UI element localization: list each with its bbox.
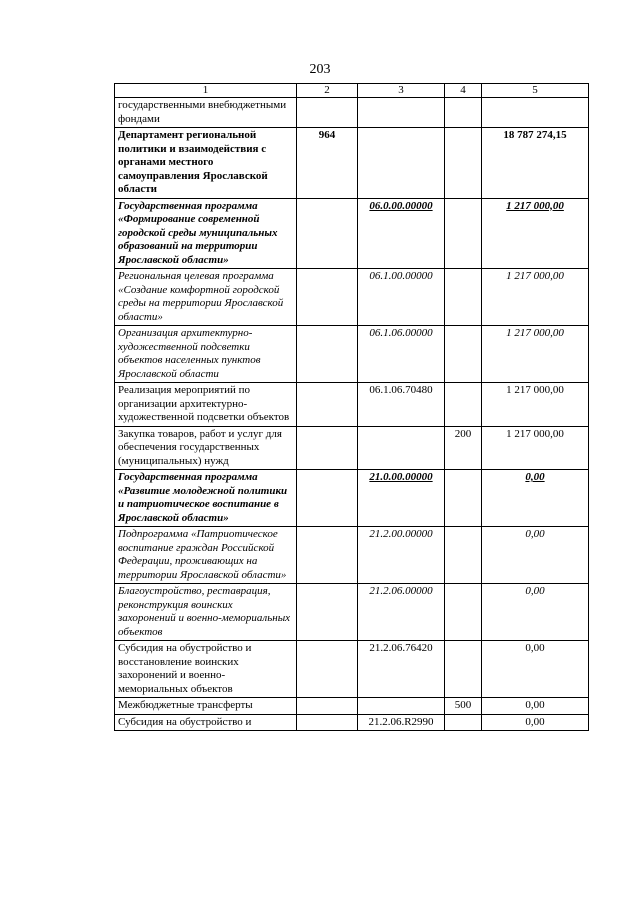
row-dept-code	[297, 470, 358, 527]
row-expense-type	[445, 269, 482, 326]
row-dept-code	[297, 383, 358, 427]
row-amount: 0,00	[482, 470, 589, 527]
table-row	[115, 470, 589, 527]
row-amount: 1 217 000,00	[482, 426, 589, 470]
row-expense-type	[445, 98, 482, 128]
row-dept-code	[297, 426, 358, 470]
row-amount	[482, 98, 589, 128]
header-col-2: 2	[297, 84, 358, 98]
row-target-code: 06.1.00.00000	[358, 269, 445, 326]
row-name: Государственная программа «Развитие молодежной политики и патриотическое воспитание в Ярославской области»	[115, 470, 297, 527]
row-dept-code	[297, 641, 358, 698]
row-expense-type: 200	[445, 426, 482, 470]
row-amount: 1 217 000,00	[482, 326, 589, 383]
row-expense-type	[445, 584, 482, 641]
row-name: Региональная целевая программа «Создание комфортной городской среды на территории Ярославской области»	[115, 269, 297, 326]
row-expense-type	[445, 527, 482, 584]
row-expense-type	[445, 128, 482, 199]
table-row	[115, 383, 589, 427]
budget-table	[114, 83, 589, 731]
row-dept-code	[297, 714, 358, 731]
row-name: Субсидия на обустройство и восстановление воинских захоронений и военно-мемориальных объектов	[115, 641, 297, 698]
row-expense-type	[445, 714, 482, 731]
row-target-code: 21.2.00.00000	[358, 527, 445, 584]
row-dept-code	[297, 198, 358, 269]
row-expense-type	[445, 326, 482, 383]
header-col-3: 3	[358, 84, 445, 98]
row-name: Организация архитектурно-художественной подсветки объектов населенных пунктов Ярославской области	[115, 326, 297, 383]
header-row	[115, 84, 589, 98]
table-row	[115, 426, 589, 470]
row-target-code	[358, 128, 445, 199]
row-target-code	[358, 426, 445, 470]
row-target-code: 06.0.00.00000	[358, 198, 445, 269]
row-dept-code	[297, 98, 358, 128]
row-amount: 1 217 000,00	[482, 269, 589, 326]
table-row	[115, 698, 589, 715]
row-dept-code	[297, 326, 358, 383]
row-expense-type: 500	[445, 698, 482, 715]
table-row	[115, 198, 589, 269]
row-dept-code	[297, 269, 358, 326]
table-row	[115, 128, 589, 199]
row-expense-type	[445, 641, 482, 698]
table-header	[115, 84, 589, 98]
row-name: Благоустройство, реставрация, реконструкция воинских захоронений и военно-мемориальных объектов	[115, 584, 297, 641]
row-target-code: 06.1.06.70480	[358, 383, 445, 427]
table-row	[115, 527, 589, 584]
table-row	[115, 584, 589, 641]
row-target-code	[358, 98, 445, 128]
row-name: Межбюджетные трансферты	[115, 698, 297, 715]
row-name: Департамент региональной политики и взаимодействия с органами местного самоуправления Ярославской области	[115, 128, 297, 199]
row-expense-type	[445, 470, 482, 527]
page-number: 203	[309, 62, 331, 77]
row-name: Закупка товаров, работ и услуг для обеспечения государственных (муниципальных) нужд	[115, 426, 297, 470]
row-name: Субсидия на обустройство и	[115, 714, 297, 731]
row-amount: 0,00	[482, 698, 589, 715]
row-name: Подпрограмма «Патриотическое воспитание граждан Российской Федерации, проживающих на территории Ярославской области»	[115, 527, 297, 584]
header-col-5: 5	[482, 84, 589, 98]
table-body	[115, 98, 589, 731]
table-row	[115, 714, 589, 731]
row-dept-code	[297, 527, 358, 584]
header-col-4: 4	[445, 84, 482, 98]
row-name: Государственная программа «Формирование современной городской среды муниципальных образований на территории Ярославской области»	[115, 198, 297, 269]
row-amount: 0,00	[482, 584, 589, 641]
row-expense-type	[445, 198, 482, 269]
row-target-code	[358, 698, 445, 715]
row-target-code: 21.2.06.00000	[358, 584, 445, 641]
row-target-code: 06.1.06.00000	[358, 326, 445, 383]
row-dept-code	[297, 584, 358, 641]
row-name: Реализация мероприятий по организации архитектурно-художественной подсветки объектов	[115, 383, 297, 427]
row-target-code: 21.2.06.76420	[358, 641, 445, 698]
row-amount: 1 217 000,00	[482, 383, 589, 427]
table-row	[115, 641, 589, 698]
header-col-1: 1	[115, 84, 297, 98]
row-expense-type	[445, 383, 482, 427]
row-target-code: 21.0.00.00000	[358, 470, 445, 527]
row-amount: 0,00	[482, 714, 589, 731]
row-target-code: 21.2.06.R2990	[358, 714, 445, 731]
row-amount: 0,00	[482, 641, 589, 698]
row-amount: 1 217 000,00	[482, 198, 589, 269]
table-row	[115, 98, 589, 128]
row-dept-code	[297, 698, 358, 715]
table-row	[115, 326, 589, 383]
row-dept-code: 964	[297, 128, 358, 199]
table-row	[115, 269, 589, 326]
row-amount: 18 787 274,15	[482, 128, 589, 199]
row-name: государственными внебюджетными фондами	[115, 98, 297, 128]
row-amount: 0,00	[482, 527, 589, 584]
